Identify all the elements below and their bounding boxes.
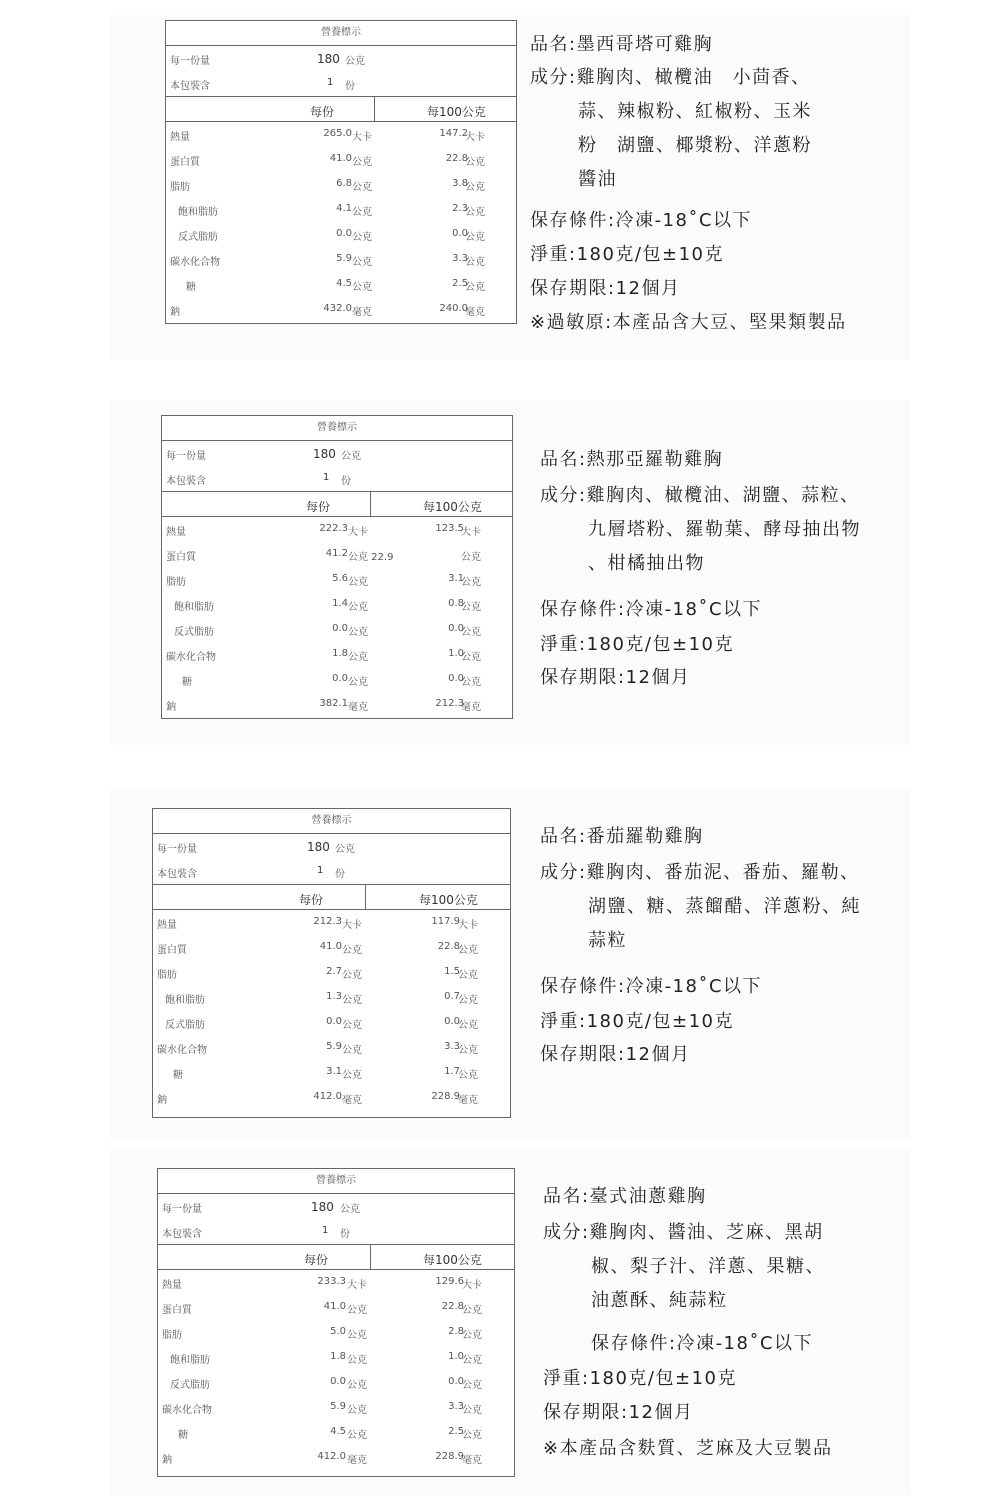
serving-size-row-value: 180 [311, 1200, 334, 1214]
per-serving-value: 3.1 [326, 1066, 342, 1077]
nutrient-label: 碳水化合物 [170, 257, 220, 268]
nutrient-label: 蛋白質 [170, 157, 200, 168]
nutrition-column-header [158, 1244, 514, 1270]
info-line: 品名:熱那亞羅勒雞胸 [540, 449, 724, 470]
per-100g-value: 1.0 [448, 648, 464, 659]
info-line: 保存條件:冷凍-18˚C以下 [530, 210, 753, 231]
per-serving-value: 382.1 [319, 698, 348, 709]
per-100g-value: 228.9 [431, 1091, 460, 1102]
per-100g-unit: 大卡 [461, 527, 481, 538]
per-serving-unit: 公克 [347, 1430, 367, 1441]
info-line: 品名:番茄羅勒雞胸 [540, 826, 704, 847]
nutrient-row [153, 935, 510, 960]
nutrient-label: 脂肪 [157, 970, 177, 981]
nutrient-label: 糖 [178, 1430, 188, 1441]
info-line: 成分:雞胸肉、番茄泥、番茄、羅勒、 [540, 862, 860, 883]
per-serving-value: 41.0 [319, 941, 342, 952]
per-serving-unit: 公克 [342, 1020, 362, 1031]
per-100g-unit: 公克 [461, 677, 481, 688]
nutrient-rows [153, 910, 510, 1110]
serving-size-row [162, 441, 512, 466]
per-100g-value: 0.0 [444, 1016, 460, 1027]
nutrient-label: 糖 [182, 677, 192, 688]
nutrient-row [153, 1010, 510, 1035]
nutrient-label: 鈉 [157, 1095, 167, 1106]
nutrient-label: 飽和脂肪 [170, 1355, 210, 1366]
per-serving-unit: 公克 [352, 157, 372, 168]
servings-per-package-row-label: 本包裝含 [166, 476, 206, 487]
info-line: 保存期限:12個月 [540, 1044, 691, 1065]
servings-per-package-row-value: 1 [323, 472, 330, 483]
serving-size-row-label: 每一份量 [162, 1204, 202, 1215]
per-serving-unit: 公克 [347, 1380, 367, 1391]
nutrient-row [162, 517, 512, 542]
nutrient-row [162, 567, 512, 592]
per-100g-value: 0.0 [448, 673, 464, 684]
info-line: 保存期限:12個月 [540, 667, 691, 688]
serving-size-row [166, 46, 516, 71]
per-100g-unit: 公克 [458, 995, 478, 1006]
nutrient-row [153, 985, 510, 1010]
per-serving-unit: 公克 [348, 677, 368, 688]
nutrient-rows [158, 1270, 514, 1470]
nutrient-row [162, 617, 512, 642]
nutrient-row [153, 960, 510, 985]
per-100g-value: 0.0 [448, 1376, 464, 1387]
per-serving-unit: 公克 [352, 232, 372, 243]
per-100g-unit: 公克 [465, 282, 485, 293]
servings-per-package-row-value: 1 [322, 1225, 329, 1236]
servings-per-package-row-value: 1 [317, 865, 324, 876]
servings-per-package-row [158, 1219, 514, 1244]
info-line: ※過敏原:本產品含大豆、堅果類製品 [530, 312, 847, 333]
serving-size-row [153, 834, 510, 859]
nutrient-label: 脂肪 [162, 1330, 182, 1341]
per-100g-unit: 毫克 [462, 1455, 482, 1466]
per-serving-value: 222.3 [319, 523, 348, 534]
info-line: 淨重:180克/包±10克 [540, 1011, 734, 1032]
per-100g-header: 每100公克 [427, 105, 486, 119]
info-line: 蒜、辣椒粉、紅椒粉、玉米 [578, 101, 812, 122]
info-line: 保存條件:冷凍-18˚C以下 [540, 976, 763, 997]
per-100g-unit: 公克 [462, 1380, 482, 1391]
per-serving-unit: 公克 [348, 627, 368, 638]
per-serving-unit: 公克 [352, 257, 372, 268]
info-line: 品名:臺式油蔥雞胸 [543, 1186, 707, 1207]
nutrient-rows [166, 122, 516, 322]
nutrition-title: 營養標示 [162, 416, 512, 441]
per-serving-value: 4.1 [336, 203, 352, 214]
serving-size-row [158, 1194, 514, 1219]
per-100g-unit: 公克 [458, 1045, 478, 1056]
nutrient-label: 反式脂肪 [178, 232, 218, 243]
nutrient-row [166, 272, 516, 297]
per-serving-value: 0.0 [332, 673, 348, 684]
per-serving-value: 41.0 [323, 1301, 346, 1312]
serving-size-row-unit: 公克 [340, 1204, 360, 1215]
nutrient-row [162, 642, 512, 667]
nutrient-label: 碳水化合物 [157, 1045, 207, 1056]
servings-per-package-row-value: 1 [327, 77, 334, 88]
per-serving-header: 每份 [299, 893, 324, 907]
per-serving-unit: 公克 [348, 602, 368, 613]
per-serving-header: 每份 [310, 105, 335, 119]
nutrient-row [158, 1295, 514, 1320]
nutrient-rows [162, 517, 512, 717]
nutrition-column-header [166, 96, 516, 122]
per-serving-value: 5.9 [330, 1401, 346, 1412]
nutrition-table [161, 415, 513, 719]
info-line: 保存期限:12個月 [530, 278, 681, 299]
per-serving-value: 6.8 [336, 178, 352, 189]
per-100g-header: 每100公克 [423, 1253, 482, 1267]
per-100g-header: 每100公克 [419, 893, 478, 907]
per-serving-unit: 大卡 [348, 527, 368, 538]
info-line: 保存條件:冷凍-18˚C以下 [540, 599, 763, 620]
per-serving-unit: 大卡 [352, 132, 372, 143]
per-serving-value: 432.0 [323, 303, 352, 314]
nutrition-column-header [153, 884, 510, 910]
serving-size-row-label: 每一份量 [157, 844, 197, 855]
nutrient-row [166, 297, 516, 322]
per-serving-value: 1.4 [332, 598, 348, 609]
per-100g-value: 2.3 [452, 203, 468, 214]
per-100g-unit: 公克 [461, 627, 481, 638]
per-serving-unit: 公克 [342, 1045, 362, 1056]
info-line: 保存期限:12個月 [543, 1402, 694, 1423]
nutrient-row [153, 1085, 510, 1110]
nutrient-label: 糖 [186, 282, 196, 293]
per-100g-value: 1.5 [444, 966, 460, 977]
info-line: 成分:雞胸肉、橄欖油 小茴香、 [530, 67, 811, 88]
nutrient-row [153, 910, 510, 935]
per-100g-unit: 公克 [462, 1305, 482, 1316]
per-serving-value: 41.2 [325, 548, 348, 559]
per-100g-value: 0.8 [448, 598, 464, 609]
info-line: 品名:墨西哥塔可雞胸 [530, 34, 714, 55]
header-divider [370, 492, 371, 516]
per-serving-value: 0.0 [332, 623, 348, 634]
per-100g-value: 123.5 [435, 523, 464, 534]
per-serving-value: 1.3 [326, 991, 342, 1002]
per-100g-unit: 公克 [458, 1020, 478, 1031]
per-100g-value: 2.8 [448, 1326, 464, 1337]
per-serving-unit: 公克 [348, 577, 368, 588]
serving-size-row-value: 180 [317, 52, 340, 66]
per-serving-unit: 公克 [347, 1355, 367, 1366]
serving-size-row-value: 180 [307, 840, 330, 854]
per-100g-unit: 公克 [465, 232, 485, 243]
nutrient-label: 糖 [173, 1070, 183, 1081]
nutrient-row [166, 172, 516, 197]
per-100g-value: 1.0 [448, 1351, 464, 1362]
nutrient-label: 蛋白質 [157, 945, 187, 956]
header-divider [365, 885, 366, 909]
nutrition-title: 營養標示 [158, 1169, 514, 1194]
per-100g-value: 147.2 [439, 128, 468, 139]
per-100g-unit: 公克 [465, 157, 485, 168]
per-100g-unit: 公克 [465, 182, 485, 193]
info-line: 九層塔粉、羅勒葉、酵母抽出物 [588, 519, 861, 540]
per-100g-value: 0.0 [452, 228, 468, 239]
nutrient-label: 飽和脂肪 [165, 995, 205, 1006]
nutrient-label: 鈉 [170, 307, 180, 318]
info-line: ※本產品含麩質、芝麻及大豆製品 [543, 1438, 833, 1459]
nutrient-label: 蛋白質 [162, 1305, 192, 1316]
info-line: 湖鹽、糖、蒸餾醋、洋蔥粉、純 [588, 896, 861, 917]
servings-per-package-row-unit: 份 [345, 81, 355, 92]
servings-per-package-row [166, 71, 516, 96]
servings-per-package-row [153, 859, 510, 884]
nutrient-row [158, 1270, 514, 1295]
per-100g-value: 22.8 [437, 941, 460, 952]
per-100g-unit: 公克 [462, 1330, 482, 1341]
per-serving-value: 5.6 [332, 573, 348, 584]
per-100g-unit: 公克 [458, 1070, 478, 1081]
nutrient-row [166, 222, 516, 247]
per-serving-unit: 大卡 [347, 1280, 367, 1291]
serving-size-row-value: 180 [313, 447, 336, 461]
per-serving-value: 0.0 [336, 228, 352, 239]
servings-per-package-row-label: 本包裝含 [157, 869, 197, 880]
per-100g-header: 每100公克 [423, 500, 482, 514]
per-serving-value: 4.5 [336, 278, 352, 289]
nutrient-row [158, 1320, 514, 1345]
per-100g-unit: 公克 [465, 207, 485, 218]
nutrient-row [166, 247, 516, 272]
nutrition-table [165, 20, 517, 324]
per-serving-unit: 毫克 [348, 702, 368, 713]
per-serving-unit: 公克 22.9 [348, 552, 394, 563]
per-100g-unit: 公克 [461, 552, 481, 563]
per-100g-value: 22.8 [441, 1301, 464, 1312]
per-100g-unit: 公克 [458, 970, 478, 981]
nutrient-row [158, 1345, 514, 1370]
serving-size-row-unit: 公克 [341, 451, 361, 462]
per-serving-unit: 公克 [352, 182, 372, 193]
info-line: 蒜粒 [588, 930, 627, 951]
per-100g-unit: 公克 [465, 257, 485, 268]
per-100g-value: 22.8 [445, 153, 468, 164]
per-serving-unit: 公克 [342, 970, 362, 981]
per-serving-value: 4.5 [330, 1426, 346, 1437]
info-line: 保存條件:冷凍-18˚C以下 [591, 1333, 814, 1354]
nutrient-label: 反式脂肪 [174, 627, 214, 638]
servings-per-package-row [162, 466, 512, 491]
per-serving-unit: 公克 [342, 1070, 362, 1081]
per-100g-value: 3.1 [448, 573, 464, 584]
per-serving-unit: 公克 [342, 945, 362, 956]
nutrient-row [162, 692, 512, 717]
nutrient-label: 鈉 [162, 1455, 172, 1466]
per-100g-value: 3.3 [444, 1041, 460, 1052]
per-serving-unit: 大卡 [342, 920, 362, 931]
info-line: 淨重:180克/包±10克 [543, 1368, 737, 1389]
nutrient-label: 飽和脂肪 [174, 602, 214, 613]
per-100g-unit: 毫克 [461, 702, 481, 713]
per-serving-value: 412.0 [317, 1451, 346, 1462]
servings-per-package-row-unit: 份 [341, 476, 351, 487]
per-100g-value: 117.9 [431, 916, 460, 927]
per-serving-unit: 公克 [347, 1405, 367, 1416]
nutrient-label: 反式脂肪 [170, 1380, 210, 1391]
nutrient-label: 碳水化合物 [166, 652, 216, 663]
serving-size-row-label: 每一份量 [166, 451, 206, 462]
per-serving-unit: 公克 [352, 207, 372, 218]
nutrient-label: 熱量 [170, 132, 190, 143]
serving-size-row-label: 每一份量 [170, 56, 210, 67]
per-100g-value: 3.3 [452, 253, 468, 264]
per-serving-unit: 公克 [347, 1305, 367, 1316]
per-serving-header: 每份 [304, 1253, 329, 1267]
per-serving-unit: 毫克 [347, 1455, 367, 1466]
per-serving-unit: 公克 [342, 995, 362, 1006]
per-100g-unit: 公克 [462, 1430, 482, 1441]
per-100g-value: 2.5 [452, 278, 468, 289]
per-100g-value: 0.0 [448, 623, 464, 634]
per-serving-value: 412.0 [313, 1091, 342, 1102]
per-serving-unit: 公克 [347, 1330, 367, 1341]
nutrient-label: 蛋白質 [166, 552, 196, 563]
info-line: 淨重:180克/包±10克 [540, 634, 734, 655]
per-100g-value: 240.0 [439, 303, 468, 314]
nutrient-row [166, 147, 516, 172]
nutrient-label: 熱量 [157, 920, 177, 931]
per-serving-unit: 毫克 [342, 1095, 362, 1106]
header-divider [370, 1245, 371, 1269]
per-serving-value: 5.9 [336, 253, 352, 264]
info-line: 醬油 [578, 169, 617, 190]
per-100g-unit: 公克 [458, 945, 478, 956]
info-line: 油蔥酥、純蒜粒 [591, 1290, 728, 1311]
nutrient-row [158, 1420, 514, 1445]
per-serving-value: 5.0 [330, 1326, 346, 1337]
info-line: 淨重:180克/包±10克 [530, 244, 724, 265]
info-line: 、柑橘抽出物 [588, 553, 705, 574]
servings-per-package-row-unit: 份 [335, 869, 345, 880]
nutrient-row [166, 122, 516, 147]
nutrition-title: 營養標示 [166, 21, 516, 46]
nutrient-label: 飽和脂肪 [178, 207, 218, 218]
nutrient-row [162, 667, 512, 692]
nutrient-label: 反式脂肪 [165, 1020, 205, 1031]
info-line: 粉 湖鹽、椰漿粉、洋蔥粉 [578, 135, 812, 156]
per-serving-value: 0.0 [326, 1016, 342, 1027]
per-serving-value: 2.7 [326, 966, 342, 977]
per-100g-value: 129.6 [435, 1276, 464, 1287]
servings-per-package-row-unit: 份 [340, 1229, 350, 1240]
nutrient-label: 熱量 [162, 1280, 182, 1291]
per-100g-value: 1.7 [444, 1066, 460, 1077]
nutrient-label: 熱量 [166, 527, 186, 538]
per-100g-value: 228.9 [435, 1451, 464, 1462]
nutrition-table [152, 808, 511, 1118]
header-divider [374, 97, 375, 121]
nutrition-table [157, 1168, 515, 1477]
nutrient-row [153, 1060, 510, 1085]
serving-size-row-unit: 公克 [335, 844, 355, 855]
per-serving-value: 212.3 [313, 916, 342, 927]
nutrition-title: 營養標示 [153, 809, 510, 834]
nutrient-row [158, 1370, 514, 1395]
nutrient-label: 脂肪 [166, 577, 186, 588]
nutrient-label: 鈉 [166, 702, 176, 713]
per-serving-value: 1.8 [330, 1351, 346, 1362]
per-100g-unit: 毫克 [458, 1095, 478, 1106]
nutrient-label: 脂肪 [170, 182, 190, 193]
nutrient-label: 碳水化合物 [162, 1405, 212, 1416]
info-line: 椒、梨子汁、洋蔥、果糖、 [591, 1256, 825, 1277]
per-serving-unit: 毫克 [352, 307, 372, 318]
per-serving-value: 233.3 [317, 1276, 346, 1287]
nutrient-row [166, 197, 516, 222]
nutrition-column-header [162, 491, 512, 517]
per-100g-unit: 毫克 [465, 307, 485, 318]
per-100g-unit: 公克 [462, 1355, 482, 1366]
per-serving-unit: 公克 [352, 282, 372, 293]
nutrient-row [158, 1445, 514, 1470]
nutrient-row [162, 592, 512, 617]
servings-per-package-row-label: 本包裝含 [162, 1229, 202, 1240]
per-100g-unit: 大卡 [462, 1280, 482, 1291]
nutrient-row [153, 1035, 510, 1060]
per-100g-value: 0.7 [444, 991, 460, 1002]
per-100g-value: 2.5 [448, 1426, 464, 1437]
serving-size-row-unit: 公克 [345, 56, 365, 67]
per-serving-value: 0.0 [330, 1376, 346, 1387]
per-serving-unit: 公克 [348, 652, 368, 663]
per-serving-value: 265.0 [323, 128, 352, 139]
per-100g-unit: 大卡 [458, 920, 478, 931]
nutrient-row [162, 542, 512, 567]
info-line: 成分:雞胸肉、橄欖油、湖鹽、蒜粒、 [540, 485, 860, 506]
per-100g-unit: 公克 [461, 602, 481, 613]
per-100g-unit: 公克 [461, 577, 481, 588]
per-100g-unit: 大卡 [465, 132, 485, 143]
per-100g-value: 3.8 [452, 178, 468, 189]
nutrient-row [158, 1395, 514, 1420]
per-serving-value: 41.0 [329, 153, 352, 164]
servings-per-package-row-label: 本包裝含 [170, 81, 210, 92]
per-100g-value: 3.3 [448, 1401, 464, 1412]
per-100g-unit: 公克 [462, 1405, 482, 1416]
info-line: 成分:雞胸肉、醬油、芝麻、黑胡 [543, 1222, 824, 1243]
per-100g-unit: 公克 [461, 652, 481, 663]
per-serving-value: 5.9 [326, 1041, 342, 1052]
per-serving-value: 1.8 [332, 648, 348, 659]
per-serving-header: 每份 [306, 500, 331, 514]
per-100g-value: 212.3 [435, 698, 464, 709]
